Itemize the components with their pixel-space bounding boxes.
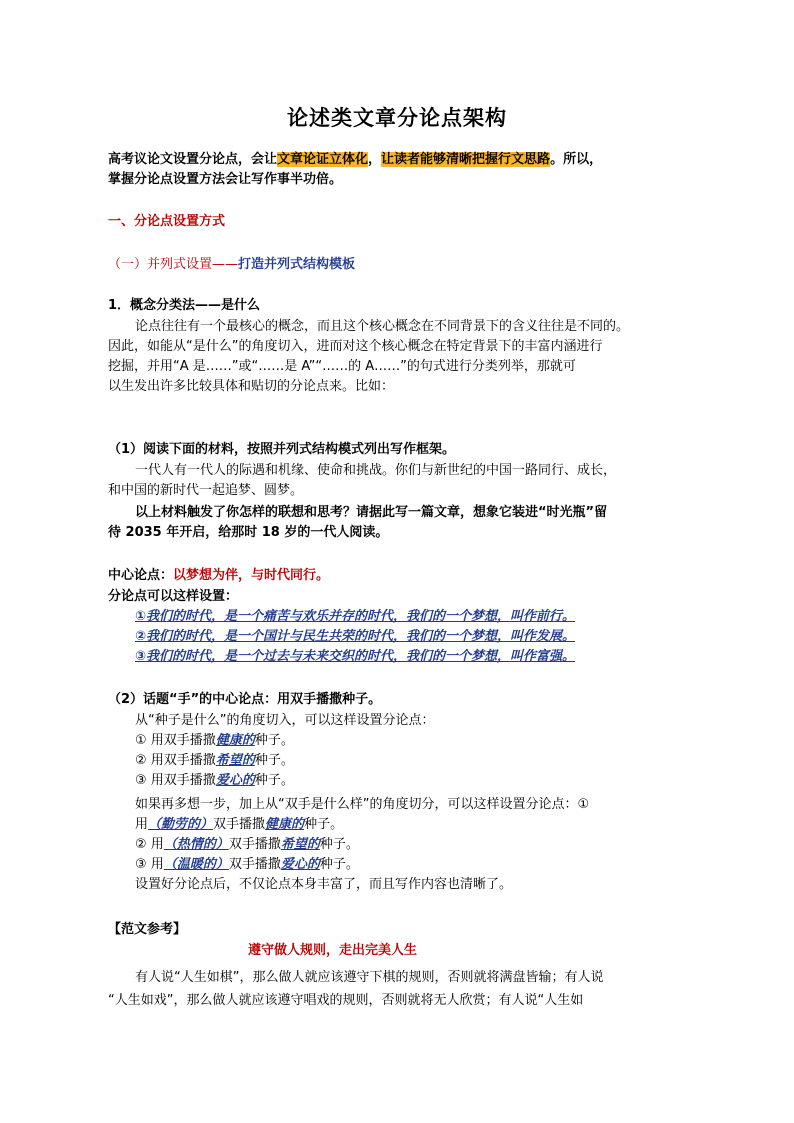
conclusion: 设置好分论点后，不仅论点本身丰富了，而且写作内容也清晰了。 bbox=[135, 877, 513, 892]
example2-heading: （2）话题“手”的中心论点：用双手播撒种子。 bbox=[108, 692, 382, 707]
method-heading: 1．概念分类法——是什么 bbox=[108, 298, 261, 313]
example2-list1: 从“种子是什么”的角度切入，可以这样设置分论点： ① 用双手播撒健康的种子。 ② 用双手播撒希望的种子。 ③ 用双手播撒爱心的种子。 bbox=[135, 713, 435, 788]
list-item: ② 用双手播撒希望的种子。 bbox=[135, 753, 294, 768]
list-item: ① 用双手播撒健康的种子。 bbox=[135, 733, 294, 748]
sub-points-list bbox=[108, 607, 695, 667]
sub-point: ③我们的时代，是一个过去与未来交织的时代，我们的一个梦想，叫作富强。 bbox=[135, 649, 576, 664]
subsection-heading: （一）并列式设置——打造并列式结构模板 bbox=[108, 257, 356, 272]
list-item: ③ 用（温暖的）双手播撒爱心的种子。 bbox=[135, 857, 359, 872]
sub-point: ①我们的时代，是一个痛苦与欢乐并存的时代，我们的一个梦想，叫作前行。 bbox=[135, 609, 576, 624]
list-item: ③ 用双手播撒爱心的种子。 bbox=[135, 773, 294, 788]
example2-list2: 如果再多想一步，加上从“双手是什么样”的角度切分，可以这样设置分论点：① 用（勤劳的）双手播撒健康的种子。 ② 用（热情的）双手播撒希望的种子。 ③ 用（温暖的）双手播撒爱心的种子。 设置好分论点后，不仅论点本身丰富了，而且写作内容也清晰了。 bbox=[135, 797, 590, 892]
method-paragraph: 论点往往有一个最核心的概念，而且这个核心概念在不同背景下的含义往往是不同的。 因此，如能从“是什么”的角度切入，进而对这个核心概念在特定背景下的丰富内涵进行 挖掘，并用“A 是……”或“……是 A”“……的 A……”的句式进行分类列举，那就可 以生发出许多比较具体和贴切的分论点来。比如： bbox=[108, 319, 630, 394]
reference-label: 【范文参考】 bbox=[108, 922, 187, 937]
highlight-1: 文章论证立体化 bbox=[277, 152, 369, 167]
section-heading: 一、分论点设置方式 bbox=[108, 214, 226, 229]
example1-material: 一代人有一代人的际遇和机缘、使命和挑战。你们与新世纪的中国一路同行、成长， 和中国的新时代一起追梦、圆梦。 bbox=[108, 463, 617, 498]
example1-task: 以上材料触发了你怎样的联想和思考？请据此写一篇文章，想象它装进“时光瓶”留 待 2035 年开启，给那时 18 岁的一代人阅读。 bbox=[108, 505, 608, 540]
sub-point: ②我们的时代，是一个国计与民生共荣的时代，我们的一个梦想，叫作发展。 bbox=[135, 629, 576, 644]
essay-body: 有人说“人生如棋”，那么做人就应该遵守下棋的规则，否则就将满盘皆输；有人说 “人生如戏”，那么做人就应该遵守唱戏的规则，否则就将无人欣赏；有人说“人生如 bbox=[108, 970, 604, 1008]
points-intro: 分论点可以这样设置： bbox=[108, 589, 239, 604]
list-item: ② 用（热情的）双手播撒希望的种子。 bbox=[135, 837, 359, 852]
example1-heading: （1）阅读下面的材料，按照并列式结构模式列出写作框架。 bbox=[108, 442, 456, 457]
highlight-2: 让读者能够清晰把握行文思路 bbox=[381, 152, 551, 167]
list-item: 用（勤劳的）双手播撒健康的种子。 bbox=[135, 817, 344, 832]
page-title: 论述类文章分论点架构 bbox=[287, 106, 507, 130]
center-argument: 中心论点：以梦想为伴，与时代同行。 bbox=[108, 568, 330, 583]
intro-paragraph: 高考议论文设置分论点，会让文章论证立体化，让读者能够清晰把握行文思路。所以， 掌握分论点设置方法会让写作事半功倍。 bbox=[108, 152, 603, 187]
essay-title: 遵守做人规则，走出完美人生 bbox=[248, 943, 418, 958]
